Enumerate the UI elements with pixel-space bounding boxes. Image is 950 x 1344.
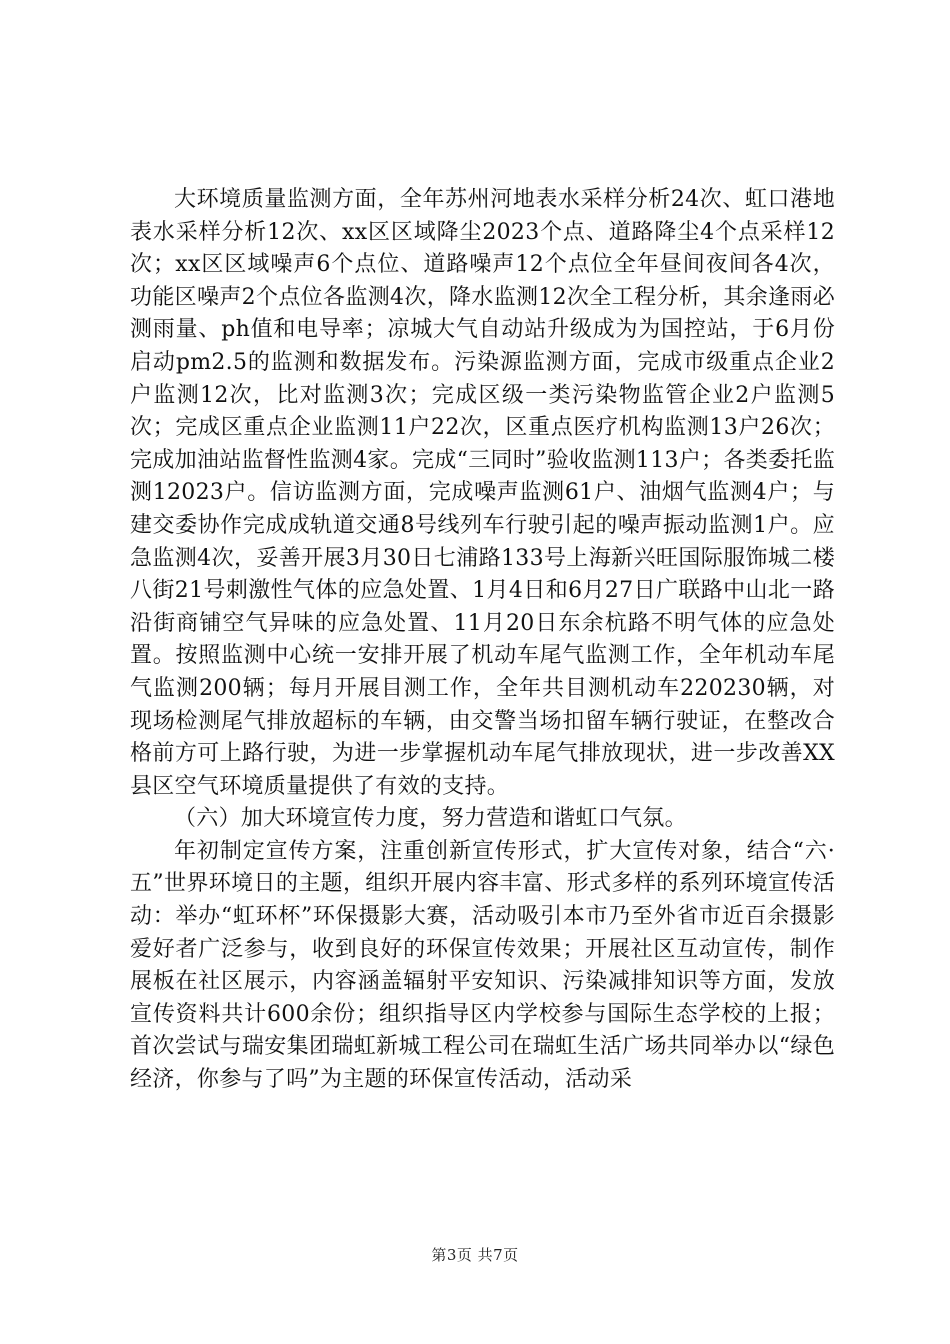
paragraph-monitoring: 大环境质量监测方面，全年苏州河地表水采样分析24次、虹口港地表水采样分析12次、xx区区域降尘2023个点、道路降尘4个点采样12次；xx区区域噪声6个点位、道路噪声12个点位全年昼间夜间各4次，功能区噪声2个点位各监测4次，降水监测12次全工程分析，其余逢雨必测雨量、ph值和电导率；凉城大气自动站升级成为为国控站，于6月份启动pm2.5的监测和数据发布。污染源监测方面，完成市级重点企业2户监测12次，比对监测3次；完成区级一类污染物监管企业2户监测5次；完成区重点企业监测11户22次，区重点医疗机构监测13户26次；完成加油站监督性监测4家。完成“三同时”验收监测113户；各类委托监测12023户。信访监测方面，完成噪声监测61户、油烟气监测4户；与建交委协作完成成轨道交通8号线列车行驶引起的噪声振动监测1户。应急监测4次，妥善开展3月30日七浦路133号上海新兴旺国际服饰城二楼八街21号刺激性气体的应急处置、1月4日和6月27日广联路中山北一路沿街商铺空气异味的应急处置、11月20日东余杭路不明气体的应急处置。按照监测中心统一安排开展了机动车尾气监测工作，全年机动车尾气监测200辆；每月开展目测工作，全年共目测机动车220230辆，对现场检测尾气排放超标的车辆，由交警当场扣留车辆行驶证，在整改合格前方可上路行驶，为进一步掌握机动车尾气排放现状，进一步改善XX县区空气环境质量提供了有效的支持。 bbox=[130, 187, 835, 799]
page-number-footer: 第3页 共7页 bbox=[431, 1246, 519, 1264]
section-heading-six: （六）加大环境宣传力度，努力营造和谐虹口气氛。 bbox=[174, 806, 687, 832]
document-body bbox=[130, 184, 835, 1097]
paragraph-publicity: 年初制定宣传方案，注重创新宣传形式，扩大宣传对象，结合“六·五”世界环境日的主题，组织开展内容丰富、形式多样的系列环境宣传活动：举办“虹环杯”环保摄影大赛，活动吸引本市乃至外省市近百余摄影爱好者广泛参与，收到良好的环保宣传效果；开展社区互动宣传，制作展板在社区展示，内容涵盖辐射平安知识、污染减排知识等方面，发放宣传资料共计600余份；组织指导区内学校参与国际生态学校的上报；首次尝试与瑞安集团瑞虹新城工程公司在瑞虹生活广场共同举办以“绿色经济，你参与了吗”为主题的环保宣传活动，活动采 bbox=[130, 838, 835, 1093]
